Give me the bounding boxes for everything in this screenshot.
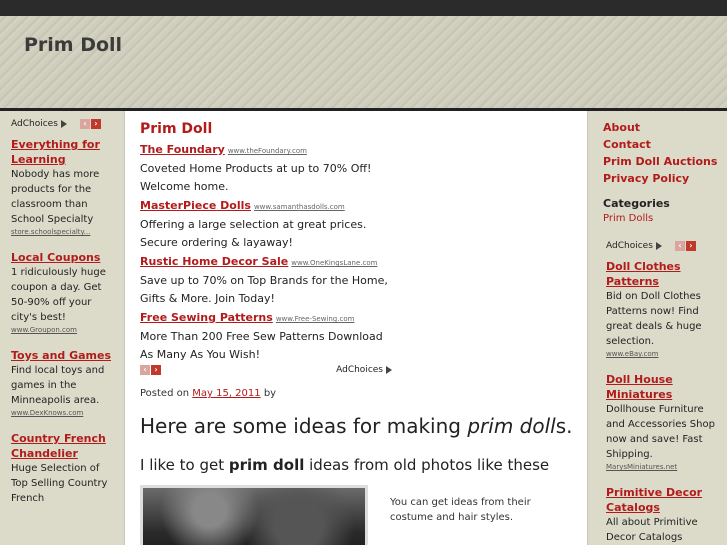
post-date-link[interactable]: May 15, 2011 bbox=[192, 388, 261, 399]
main-ad-unit bbox=[140, 139, 580, 375]
ad-title-link[interactable]: Doll House Miniatures bbox=[606, 373, 673, 401]
page-links bbox=[603, 119, 721, 226]
subline-post: ideas from old photos like these bbox=[304, 456, 550, 474]
ad-title-link[interactable]: Doll Clothes Patterns bbox=[606, 260, 681, 288]
ad-text: 1 ridiculously huge coupon a day. Get 50-90% off your city's best! bbox=[11, 267, 106, 323]
post-meta bbox=[140, 387, 580, 401]
ad-item bbox=[11, 431, 119, 506]
ad-url-link[interactable]: www.Free-Sewing.com bbox=[275, 315, 355, 323]
ad-title-link[interactable]: MasterPiece Dolls bbox=[140, 199, 251, 212]
old-photo[interactable] bbox=[140, 485, 368, 545]
adchoices-icon bbox=[61, 120, 67, 128]
ad-url-link[interactable]: www.eBay.com bbox=[606, 350, 659, 358]
ad-url-link[interactable]: www.OneKingsLane.com bbox=[291, 259, 378, 267]
nav-link-auctions[interactable]: Prim Doll Auctions bbox=[603, 155, 718, 168]
ad-nav-arrows bbox=[140, 365, 161, 375]
headline-pre: Here are some ideas for making bbox=[140, 414, 468, 438]
site-header bbox=[0, 16, 727, 108]
adchoices-header[interactable] bbox=[606, 241, 721, 251]
ad-item bbox=[606, 259, 721, 360]
page-title[interactable]: Prim Doll bbox=[140, 121, 213, 137]
ad-title-link[interactable]: Primitive Decor Catalogs bbox=[606, 486, 703, 514]
post-headline bbox=[140, 413, 580, 439]
prev-arrow-icon[interactable]: ‹ bbox=[80, 119, 90, 129]
ad-url-link[interactable]: www.samanthasdolls.com bbox=[253, 203, 345, 211]
ad-title-link[interactable]: Toys and Games bbox=[11, 349, 112, 362]
prev-arrow-icon[interactable]: ‹ bbox=[675, 241, 685, 251]
nav-link-about[interactable]: About bbox=[603, 121, 641, 134]
headline-em: prim doll bbox=[467, 414, 556, 438]
ad-text: Coveted Home Products at up to 70% Off! Welcome home. bbox=[140, 162, 372, 193]
adchoices-icon bbox=[656, 242, 662, 250]
ad-item bbox=[140, 139, 580, 160]
adchoices-label: AdChoices bbox=[606, 241, 653, 251]
photo-caption: You can get ideas from their costume and hair styles. bbox=[390, 497, 531, 523]
ad-text: Find local toys and games in the Minneapolis area. bbox=[11, 365, 105, 406]
nav-link-contact[interactable]: Contact bbox=[603, 138, 651, 151]
right-ad-unit bbox=[606, 241, 721, 545]
category-link[interactable]: Prim Dolls bbox=[603, 213, 654, 224]
ad-text: More Than 200 Free Sew Patterns Download As Many As You Wish! bbox=[140, 330, 383, 361]
ad-url-link[interactable]: www.Groupon.com bbox=[11, 326, 77, 334]
ad-title-link[interactable]: Country French Chandelier bbox=[11, 432, 106, 460]
ad-url-link[interactable]: store.schoolspecialty... bbox=[11, 228, 91, 236]
subline-bold: prim doll bbox=[228, 456, 305, 474]
headline-post: s. bbox=[555, 414, 573, 438]
post-subline bbox=[140, 455, 580, 475]
next-arrow-icon[interactable]: › bbox=[686, 241, 696, 251]
adchoices-label: AdChoices bbox=[11, 119, 58, 129]
next-arrow-icon[interactable]: › bbox=[151, 365, 161, 375]
ad-url-link[interactable]: www.theFoundary.com bbox=[227, 147, 307, 155]
left-sidebar bbox=[0, 111, 124, 545]
ad-text: Offering a large selection at great prices. Secure ordering & layaway! bbox=[140, 218, 367, 249]
ad-item bbox=[140, 195, 580, 216]
ad-nav-arrows bbox=[80, 119, 101, 129]
posted-prefix: Posted on bbox=[140, 388, 190, 399]
site-title[interactable]: Prim Doll bbox=[24, 34, 123, 56]
adchoices-label: AdChoices bbox=[336, 365, 383, 375]
right-sidebar bbox=[588, 111, 727, 545]
adchoices-header[interactable] bbox=[11, 119, 119, 129]
ad-text: Nobody has more products for the classroom than School Specialty bbox=[11, 169, 100, 225]
top-bar bbox=[0, 0, 727, 16]
prev-arrow-icon[interactable]: ‹ bbox=[140, 365, 150, 375]
adchoices-icon bbox=[386, 366, 392, 374]
ad-text: Huge Selection of Top Selling Country French bbox=[11, 463, 108, 504]
ad-title-link[interactable]: Everything for Learning bbox=[11, 138, 100, 166]
ad-title-link[interactable]: The Foundary bbox=[140, 143, 225, 156]
adchoices-badge[interactable] bbox=[336, 365, 392, 375]
ad-item bbox=[11, 348, 119, 419]
ad-text: All about Primitive Decor Catalogs bbox=[606, 517, 698, 543]
left-ad-unit bbox=[11, 119, 119, 518]
ad-text: Save up to 70% on Top Brands for the Home, Gifts & More. Join Today! bbox=[140, 274, 388, 305]
ad-footer bbox=[140, 365, 392, 375]
ad-url-link[interactable]: MarysMiniatures.net bbox=[606, 463, 678, 471]
ad-item bbox=[11, 250, 119, 336]
ad-title-link[interactable]: Rustic Home Decor Sale bbox=[140, 255, 289, 268]
ad-item bbox=[11, 137, 119, 238]
ad-text: Bid on Doll Clothes Patterns now! Find great deals & huge selection. bbox=[606, 291, 702, 347]
nav-link-privacy[interactable]: Privacy Policy bbox=[603, 172, 690, 185]
subline-pre: I like to get bbox=[140, 456, 229, 474]
ad-title-link[interactable]: Local Coupons bbox=[11, 251, 101, 264]
main-content bbox=[124, 111, 588, 545]
ad-item bbox=[606, 485, 721, 545]
ad-text: Dollhouse Furniture and Accessories Shop now and save! Fast Shipping. bbox=[606, 404, 715, 460]
next-arrow-icon[interactable]: › bbox=[91, 119, 101, 129]
categories-heading: Categories bbox=[603, 197, 670, 210]
ad-item bbox=[140, 251, 580, 272]
ad-title-link[interactable]: Free Sewing Patterns bbox=[140, 311, 273, 324]
ad-url-link[interactable]: www.DexKnows.com bbox=[11, 409, 84, 417]
ad-item bbox=[606, 372, 721, 473]
photo-row bbox=[140, 485, 580, 545]
ad-nav-arrows bbox=[675, 241, 696, 251]
posted-suffix: by bbox=[263, 388, 277, 399]
ad-item bbox=[140, 307, 580, 328]
